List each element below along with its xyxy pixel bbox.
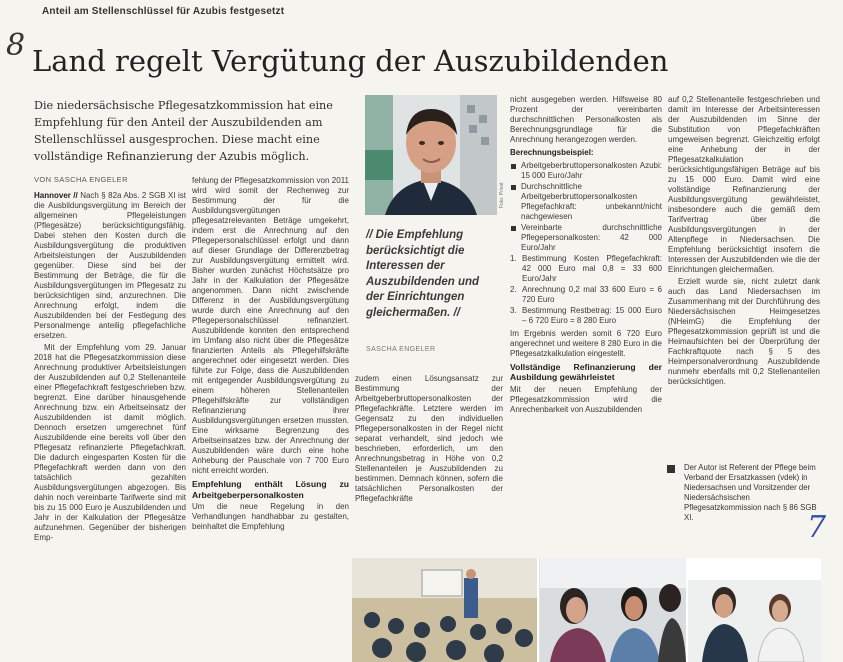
info-square-icon	[667, 465, 675, 473]
paragraph: auf 0,2 Stellenanteile festgeschrieben und damit im Interesse der Arbeitsinteressen der Auszubildenden im Sinne der Substitution von Pflegefachkräften umgeweisen begrenzt. Gleichzeitig erfolgt eine Anhebung der in der Pflegesatzkalkulation berücksichtigungsfähigen Beträge auf bis zu 15 000 Euro. Damit wird eine vollständige Refinanzierung der Ausbildungsvergütung gewährleistet, insbesondere auch die gemäß dem Tarifvertrag über die Ausbildungsvergütungen in der Altenpflege in Niedersachsen. Die Empfehlung berücksichtigt insofern die Interessen der Auszubildenden wie die der Einrichtungen gleichermaßen.	[668, 95, 820, 274]
step-number: 1.	[510, 253, 517, 263]
paragraph: zudem einen Lösungsansatz zur Bestimmung der Arbeitgeberbruttopersonalkosten der Pflegefachkräfte. Letztere werden im Gegensatz zu den individuellen Pflegepersonalkosten in der Regel nicht separat verhandelt, sind jedoch wie beschrieben, erforderlich, um den Anrechnungsbetrag in Höhe von 0,2 Stellenanteilen je Auszubildenden zu bestimmen. Demnach können, sofern die tatsächlichen Personalkosten der Pflegefachkräfte	[355, 374, 503, 503]
paragraph: Mit der Empfehlung vom 29. Januar 2018 hat die Pflegesatzkommission diese Anrechnung produktiver Arbeitsleistungen der Auszubildenden auf 0,2 Stellenanteile einer Pflegefachkraft festgeschrieben bzw. begrenzt. Eine darüber hinausgehende Anrechnung bzw. ein Arbeitseinsatz der Auszubildenden ist damit möglich. Dennoch ersetzen umgerechnet fünf Auszubildende eine bereits voll über den Pflegesatz refinanzierte Pflegefachkraft. Die dadurch eingesparten Kosten für die Pflegefachkraft werden dann von den tatsächlich gezahlten Ausbildungsvergütungen abgezogen. Bis dahin noch vereinbarte Tarifwerte sind mit bis zu 15 000 Euro je Auszubildenden und Jahr in der Kalkulation der Pflegesätze aufzunehmen. Gegenüber der bisherigen Emp-	[34, 343, 186, 542]
article-column-2	[192, 176, 349, 660]
list-item-text: Arbeitgeberbruttopersonalkosten Azubi: 15 000 Euro/Jahr	[521, 160, 662, 180]
author-info-text: Der Autor ist Referent der Pflege beim Verband der Ersatzkassen (vdek) in Niedersachsen und Vorsitzender der Niedersächsischen Pflegesatzkommission nach § 86 SGB XI.	[684, 463, 817, 522]
paragraph: Im Ergebnis werden somit 6 720 Euro angerechnet und weitere 8 280 Euro in die Pflegesatzkalkulation eingestellt.	[510, 328, 662, 358]
article-column-4	[668, 95, 820, 455]
paragraph: fehlung der Pflegesatzkommission von 2011 wird wird somit der Rechenweg zur Bestimmung der für die Ausbildungsvergütungen pflegesatzrelevanten Beträge umgekehrt, indem erst die Anrechnung auf den Pflegepersonalschlüssel erfolgt und dann auf dieser Grundlage der Differenzbetrag zur Ausbildungsvergütung ermittelt wird. Bisher wurden zunächst Höchstsätze pro Jahr in der Kalkulation der Pflegesätze angenommen. Dann nicht zwischende Differenz in der Ausbildungsvergütung wurde durch eine Anrechnung auf den Pflegepersonalschlüssel refinanziert. Auszubildende konnten den entsprechend im Umfang also nicht über die Pflegesätze finanzierten Anteils als Pflegehilfskräfte angerechnet oder eingesetzt werden. Dies führte zur Folge, dass die Auszubildenden mit entgegender Ausbildungsvergütung zu einem höheren Stellenanteilen Pflegehilfskräfte zur vollständigen Refinanzierung ihrer Ausbildungsvergütungen ersetzen mussten. Eine wirksame Begrenzung des Arbeitseinsatzes bzw. der Anrechnung der Auszubildenden wäre durch eine hohe Anhebung der Pauschale von 7 700 Euro nicht erreicht worden.	[192, 176, 349, 475]
handwritten-page-number: 7	[807, 510, 827, 545]
example-title: Berechnungsbeispiel:	[510, 148, 594, 157]
section-subhead: Empfehlung enthält Lösung zu Arbeitgeberpersonalkosten	[192, 479, 349, 500]
list-item-text: Bestimmung Restbetrag: 15 000 Euro – 6 720 Euro = 8 280 Euro	[522, 305, 662, 325]
calculation-steps-list	[510, 254, 662, 326]
list-item	[510, 223, 662, 253]
pull-quote-attribution: SASCHA ENGELER	[366, 346, 436, 353]
article-kicker: Anteil am Stellenschlüssel für Azubis festgesetzt	[42, 6, 285, 17]
classroom-photo-strip	[352, 558, 821, 662]
list-item	[510, 306, 662, 326]
step-number: 2.	[510, 284, 517, 294]
step-number: 3.	[510, 305, 517, 315]
paragraph: Um die neue Regelung in den Verhandlungen handhabbar zu gestalten, beinhaltet die Empfehlung	[192, 502, 349, 531]
bullet-square-icon	[511, 164, 516, 169]
photo-side-credit: Foto: Privat	[499, 182, 505, 208]
dateline: Hannover //	[34, 191, 78, 200]
list-item	[510, 254, 662, 284]
article-lead: Die niedersächsische Pflegesatzkommission hat eine Empfehlung für den Anteil der Auszubildenden am Stellenschlüssel ausgesprochen. Diese macht eine vollständige Refinanzierung der Azubis möglich.	[34, 99, 333, 163]
example-bullet-list	[510, 161, 662, 253]
article-headline: Land regelt Vergütung der Auszubildenden	[32, 44, 669, 78]
paragraph: Erzielt wurde sie, nicht zuletzt dank auch das Land Niedersachsen im Zusammenhang mit der Durchführung des Niedersächsischen Heimgesetzes (NHeimG) die Empfehlung der Pflegesatzkommission geprüft ist und die Heimaufsichten bei der Überprüfung der Fachkraftquote nach § 5 des Heimpersonalverordnung Auszubildende nunmehr ebenfalls mit 0,2 Stellenanteilen berücksichtigen.	[668, 277, 820, 386]
list-item	[510, 285, 662, 305]
paragraph: Nach § 82a Abs. 2 SGB XI ist die Ausbildungsvergütung im Bereich der allgemeinen Pflegeleistungen (Pflegesätze) berücksichtigungsfähig. Dabei stehen den Kosten durch die Ausbildungsvergütung die produktiven Arbeitsleistungen der Auszubildenden gegenüber. Diese sind bei der Bestimmung der Beträge, die für die Ausbildungsvergütungen im Pflegesatz zu berücksichtigen sind, anzurechnen. Die Anrechnung erfolgt, indem die Auszubildenden bei der Festlegung des Personalmenge anteilig pflegefachliche ersetzen.	[34, 191, 186, 340]
byline: VON SASCHA ENGELER	[34, 175, 128, 184]
list-item	[510, 182, 662, 222]
article-column-3	[510, 95, 662, 553]
author-portrait-photo	[365, 95, 497, 215]
portrait-illustration	[365, 95, 497, 215]
list-item-text: Bestimmung Kosten Pflegefachkraft: 42 000 Euro mal 0,8 = 33 600 Euro/Jahr	[522, 253, 662, 283]
article-column-3-lower	[355, 374, 503, 552]
list-item	[510, 161, 662, 181]
bullet-square-icon	[511, 226, 516, 231]
bullet-square-icon	[511, 185, 516, 190]
paragraph: Mit der neuen Empfehlung der Pflegesatzkommission wird die Anrechenbarkeit von Auszubildenden	[510, 384, 662, 414]
list-item-text: Anrechnung 0,2 mal 33 600 Euro = 6 720 Euro	[522, 284, 662, 304]
paragraph: nicht ausgegeben werden. Hilfsweise 80 Prozent der vereinbarten durchschnittlichen Personalkosten als Berechnungsgrundlage für die Anrechnung herangezogen werden.	[510, 95, 662, 144]
section-subhead: Vollständige Refinanzierung der Ausbildung gewährleistet	[510, 361, 662, 382]
classroom-photos-illustration	[352, 558, 821, 662]
handwritten-page-mark: 8	[6, 28, 26, 63]
author-info-box	[667, 463, 817, 523]
pull-quote: // Die Empfehlung berücksichtigt die Interessen der Auszubildenden und der Einrichtungen gleichermaßen. //	[366, 229, 480, 319]
list-item-text: Durchschnittliche Arbeitgeberbruttopersonalkosten Pflegefachkraft: unbekannt/nicht nachgewiesen	[521, 181, 662, 221]
article-column-1	[34, 175, 186, 661]
list-item-text: Vereinbarte durchschnittliche Pflegepersonalkosten: 42 000 Euro/Jahr	[521, 222, 662, 252]
